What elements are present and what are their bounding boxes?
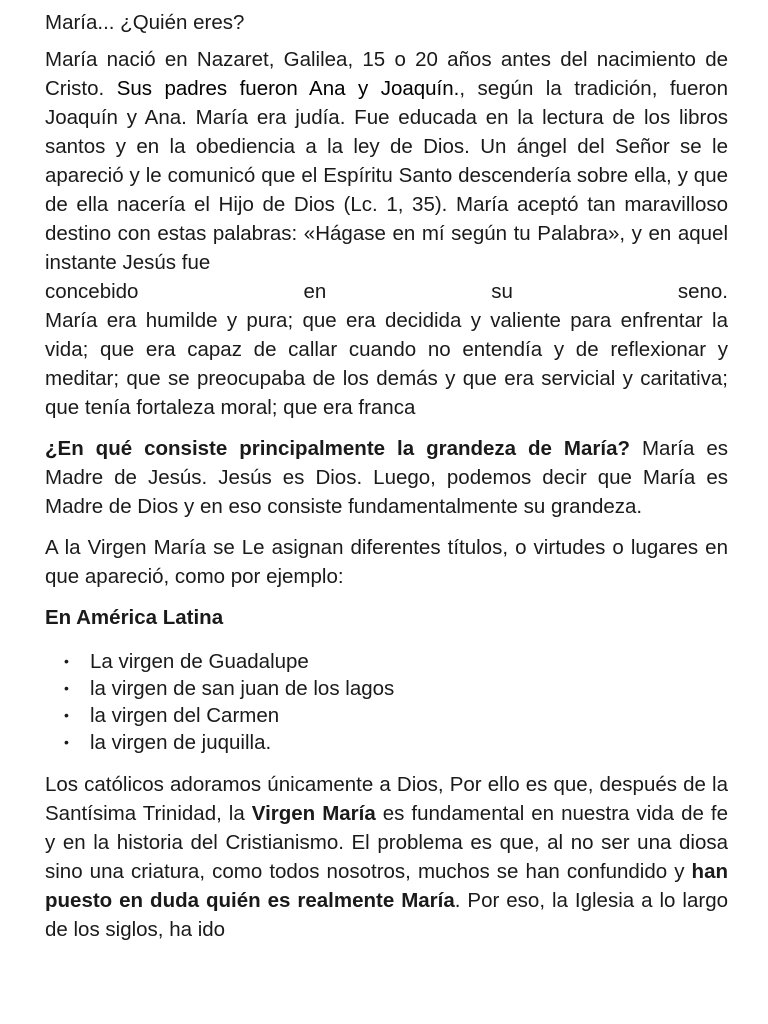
list-item [45, 648, 728, 675]
bullet-icon: • [64, 653, 69, 669]
paragraph-biography [45, 45, 728, 277]
catholics-text-c: es fundamental en nuestra vida de fe y en la historia del Cristianismo. El problema es que, al no ser una diosa sino una criatura, como todos nosotros, muchos se han confundido y [45, 802, 728, 883]
catholics-text-e: . Por eso, la Iglesia a lo largo de los siglos, ha ido [45, 889, 728, 941]
spread-word-1: concebido [45, 280, 139, 303]
list-item [45, 729, 728, 756]
paragraph-catholics [45, 770, 728, 944]
bullet-icon: • [64, 680, 69, 696]
list-item-text: la virgen de san juan de los lagos [90, 677, 395, 700]
spread-word-3: su [491, 280, 513, 303]
document-title: María... ¿Quién eres? [45, 11, 245, 34]
spread-word-2: en [303, 280, 327, 303]
list-item-text: la virgen de juquilla. [90, 731, 272, 754]
spread-word-4: seno. [677, 280, 728, 303]
list-item-text: La virgen de Guadalupe [90, 650, 309, 673]
list-item-text: la virgen del Carmen [90, 704, 280, 727]
biography-text-c: , según la tradición, fueron Joaquín y Ana. María era judía. Fue educada en la lectura de los libros santos y en la obediencia a la ley de Dios. Un ángel del Señor se le apareció y le comunicó que el Espíritu Santo descendería sobre ella, y que de ella nacería el Hijo de Dios (Lc. 1, 35). María aceptó tan maravilloso destino con estas palabras: «Hágase en mí según tu Palabra», y en aquel instante Jesús fue [45, 77, 728, 274]
virgin-mary-emphasis: Virgen María [251, 802, 376, 825]
justified-line [45, 277, 728, 306]
greatness-question: ¿En qué consiste principalmente la grandeza de María? [45, 437, 631, 460]
bullet-icon: • [64, 707, 69, 723]
apparitions-list [45, 648, 728, 756]
section-heading: En América Latina [45, 606, 224, 629]
parents-sentence: Sus padres fueron Ana y Joaquín. [116, 77, 460, 100]
doubt-emphasis: han puesto en duda quién es realmente María [45, 860, 728, 912]
bullet-icon: • [64, 734, 69, 750]
catholics-text-a: Los católicos adoramos únicamente a Dios, Por ello es que, después de la Santísima Trinidad, la [45, 773, 728, 825]
list-item [45, 702, 728, 729]
paragraph-titles: A la Virgen María se Le asignan diferentes títulos, o virtudes o lugares en que apareció, como por ejemplo: [45, 536, 728, 588]
paragraph-greatness [45, 434, 728, 521]
paragraph-virtues: María era humilde y pura; que era decidida y valiente para enfrentar la vida; que era capaz de callar cuando no entendía y de reflexionar y meditar; que se preocupaba de los demás y que era servicial y caritativa; que tenía fortaleza moral; que era franca [45, 309, 728, 419]
list-item [45, 675, 728, 702]
greatness-answer: María es Madre de Jesús. Jesús es Dios. Luego, podemos decir que María es Madre de Dios y en eso consiste fundamentalmente su grandeza. [45, 437, 729, 518]
biography-text-a: María nació en Nazaret, Galilea, 15 o 20 años antes del nacimiento de Cristo. [45, 48, 728, 100]
